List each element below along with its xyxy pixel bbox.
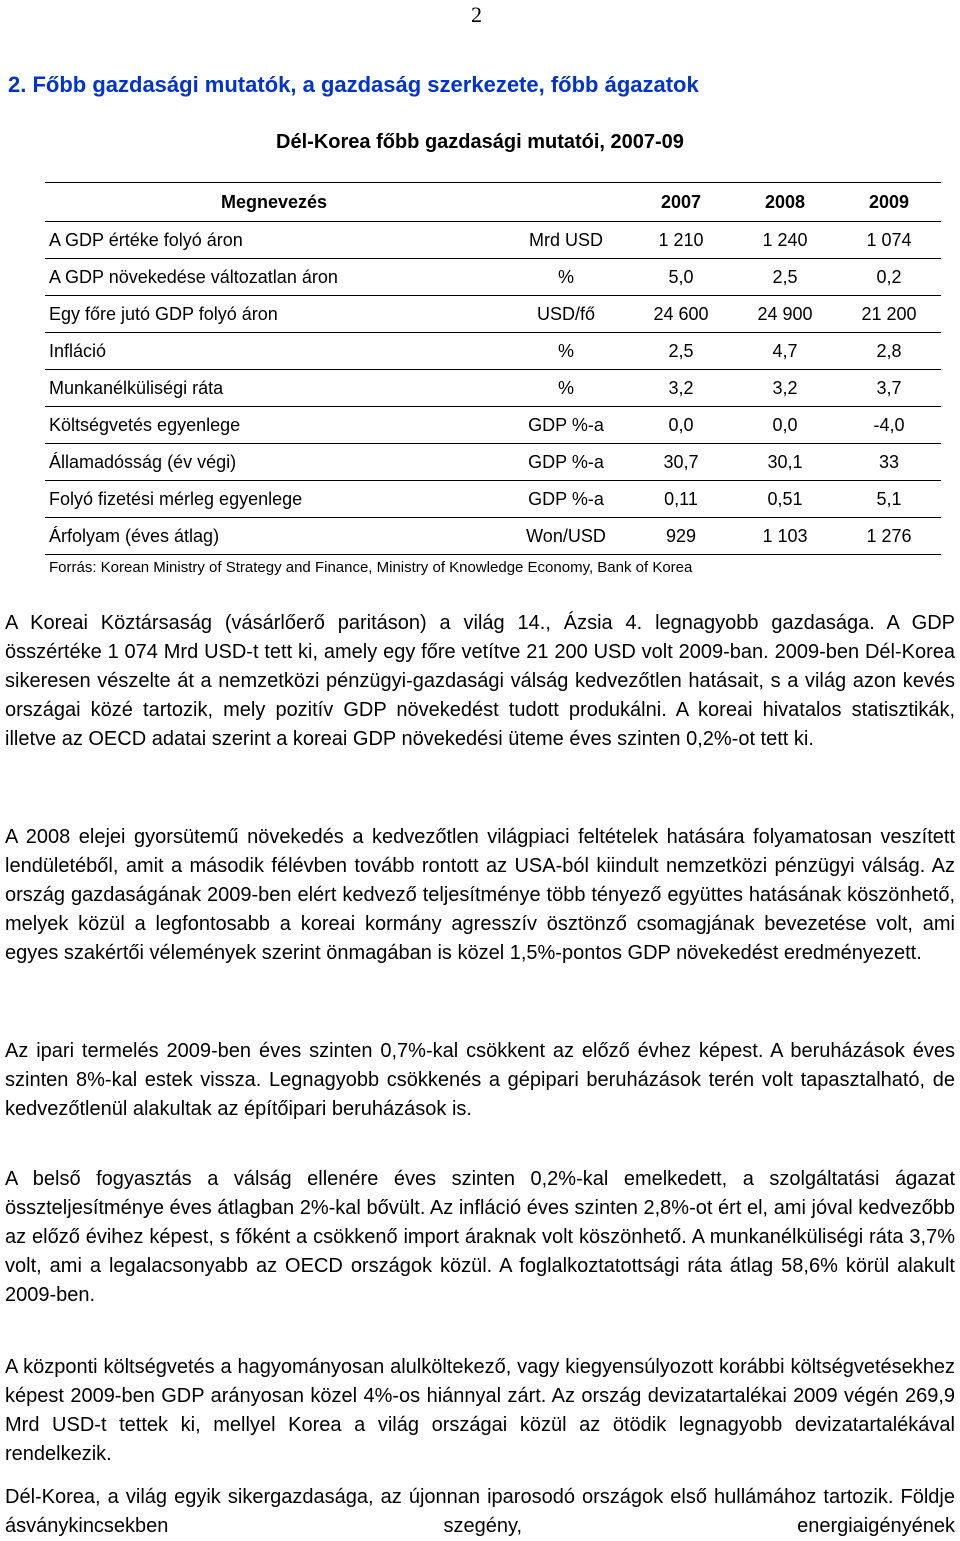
table-row bbox=[45, 222, 941, 259]
paragraph bbox=[5, 1037, 955, 1124]
paragraph bbox=[5, 1165, 955, 1310]
paragraph bbox=[5, 823, 955, 968]
row-name: Folyó fizetési mérleg egyenlege bbox=[45, 481, 503, 518]
table-row bbox=[45, 444, 941, 481]
table-row bbox=[45, 333, 941, 370]
page-number: 2 bbox=[471, 2, 482, 27]
row-unit: GDP %-a bbox=[503, 444, 629, 481]
row-2008: 3,2 bbox=[733, 370, 837, 407]
row-2007: 2,5 bbox=[629, 333, 733, 370]
row-2007: 929 bbox=[629, 518, 733, 555]
row-2008: 0,51 bbox=[733, 481, 837, 518]
table-header-row bbox=[45, 183, 941, 222]
table-row bbox=[45, 296, 941, 333]
row-unit: % bbox=[503, 333, 629, 370]
paragraph bbox=[5, 609, 955, 754]
row-2009: 21 200 bbox=[837, 296, 941, 333]
paragraph bbox=[5, 1353, 955, 1469]
row-2008: 2,5 bbox=[733, 259, 837, 296]
row-2008: 30,1 bbox=[733, 444, 837, 481]
row-2009: 1 276 bbox=[837, 518, 941, 555]
row-2007: 0,0 bbox=[629, 407, 733, 444]
row-2008: 4,7 bbox=[733, 333, 837, 370]
row-2008: 24 900 bbox=[733, 296, 837, 333]
row-name: Infláció bbox=[45, 333, 503, 370]
header-2009: 2009 bbox=[837, 183, 941, 222]
row-2009: 33 bbox=[837, 444, 941, 481]
row-unit: GDP %-a bbox=[503, 481, 629, 518]
paragraph-text: A központi költségvetés a hagyományosan alulköltekező, vagy kiegyensúlyozott korábbi költségvetésekhez képest 2009-ben GDP arányosan közel 4%-os hiánnyal zárt. Az ország devizatartalékai 2009 végén 269,9 Mrd USD-t tettek ki, mellyel Korea a világ országai közül az ötödik legnagyobb devizatartalékával rendelkezik. bbox=[5, 1356, 955, 1465]
row-name: Egy főre jutó GDP folyó áron bbox=[45, 296, 503, 333]
row-2008: 1 240 bbox=[733, 222, 837, 259]
row-2009: 3,7 bbox=[837, 370, 941, 407]
row-2007: 30,7 bbox=[629, 444, 733, 481]
row-unit: % bbox=[503, 259, 629, 296]
row-name: Árfolyam (éves átlag) bbox=[45, 518, 503, 555]
table-row bbox=[45, 518, 941, 555]
row-name: A GDP értéke folyó áron bbox=[45, 222, 503, 259]
header-unit bbox=[503, 183, 629, 222]
paragraph-text: A Koreai Köztársaság (vásárlőerő paritáson) a világ 14., Ázsia 4. legnagyobb gazdasága. A GDP összértéke 1 074 Mrd USD-t tett ki, amely egy főre vetítve 21 200 USD volt 2009-ban. 2009-ben Dél-Korea sikeresen vészelte át a nemzetközi pénzügyi-gazdasági válság kedvezőtlen hatásait, s a világ azon kevés országai közé tartozik, mely pozitív GDP növekedést tudott produkálni. A koreai hivatalos statisztikák, illetve az OECD adatai szerint a koreai GDP növekedési üteme éves szinten 0,2%-ot tett ki. bbox=[5, 612, 955, 750]
header-2008: 2008 bbox=[733, 183, 837, 222]
table-row bbox=[45, 259, 941, 296]
table-row bbox=[45, 481, 941, 518]
row-2007: 0,11 bbox=[629, 481, 733, 518]
row-name: Költségvetés egyenlege bbox=[45, 407, 503, 444]
header-name: Megnevezés bbox=[45, 183, 503, 222]
table-row bbox=[45, 370, 941, 407]
paragraph-text: Az ipari termelés 2009-ben éves szinten 0,7%-kal csökkent az előző évhez képest. A beruházások éves szinten 8%-kal estek vissza. Legnagyobb csökkenés a gépipari beruházások terén volt tapasztalható, de kedvezőtlenül alakultak az építőipari beruházások is. bbox=[5, 1040, 955, 1120]
row-2007: 3,2 bbox=[629, 370, 733, 407]
row-2008: 0,0 bbox=[733, 407, 837, 444]
row-2009: 5,1 bbox=[837, 481, 941, 518]
row-2007: 1 210 bbox=[629, 222, 733, 259]
header-2007: 2007 bbox=[629, 183, 733, 222]
row-2009: 0,2 bbox=[837, 259, 941, 296]
row-name: A GDP növekedése változatlan áron bbox=[45, 259, 503, 296]
table-title: Dél-Korea főbb gazdasági mutatói, 2007-09 bbox=[276, 131, 684, 153]
paragraph-text: A 2008 elejei gyorsütemű növekedés a kedvezőtlen világpiaci feltételek hatására folyamatosan veszített lendületéből, amit a második félévben tovább rontott az USA-ból kiindult nemzetközi pénzügyi válság. Az ország gazdaságának 2009-ben elért kedvező teljesítménye több tényező együttes hatásának köszönhető, melyek közül a legfontosabb a koreai kormány agresszív ösztönző csomagjának bevezetése volt, ami egyes szakértői vélemények szerint önmagában is közel 1,5%-pontos GDP növekedést eredményezett. bbox=[5, 826, 955, 964]
row-2007: 5,0 bbox=[629, 259, 733, 296]
paragraph-text: Dél-Korea, a világ egyik sikergazdasága, az újonnan iparosodó országok első hullámához tartozik. Földje ásványkincsekben szegény, energiaigényének bbox=[5, 1486, 955, 1537]
row-2009: 1 074 bbox=[837, 222, 941, 259]
row-2009: -4,0 bbox=[837, 407, 941, 444]
row-name: Államadósság (év végi) bbox=[45, 444, 503, 481]
paragraph-text: A belső fogyasztás a válság ellenére éves szinten 0,2%-kal emelkedett, a szolgáltatási ágazat összteljesítménye éves átlagban 2%-kal bővült. Az infláció éves szinten 2,8%-ot ért el, ami jóval kedvezőbb az előző évihez képest, s főként a csökkenő import áraknak volt köszönhető. A munkanélküliségi ráta 3,7% volt, ami a legalacsonyabb az OECD országok közül. A foglalkoztatottsági ráta átlag 58,6% körül alakult 2009-ben. bbox=[5, 1168, 955, 1306]
row-unit: USD/fő bbox=[503, 296, 629, 333]
economic-indicators-table bbox=[45, 182, 941, 555]
row-unit: % bbox=[503, 370, 629, 407]
row-name: Munkanélküliségi ráta bbox=[45, 370, 503, 407]
section-heading: 2. Főbb gazdasági mutatók, a gazdaság szerkezete, főbb ágazatok bbox=[8, 72, 699, 97]
table-source-note: Forrás: Korean Ministry of Strategy and Finance, Ministry of Knowledge Economy, Bank of Korea bbox=[49, 559, 693, 576]
row-unit: GDP %-a bbox=[503, 407, 629, 444]
row-unit: Mrd USD bbox=[503, 222, 629, 259]
table-row bbox=[45, 407, 941, 444]
paragraph bbox=[5, 1483, 955, 1541]
row-2007: 24 600 bbox=[629, 296, 733, 333]
row-unit: Won/USD bbox=[503, 518, 629, 555]
row-2009: 2,8 bbox=[837, 333, 941, 370]
row-2008: 1 103 bbox=[733, 518, 837, 555]
